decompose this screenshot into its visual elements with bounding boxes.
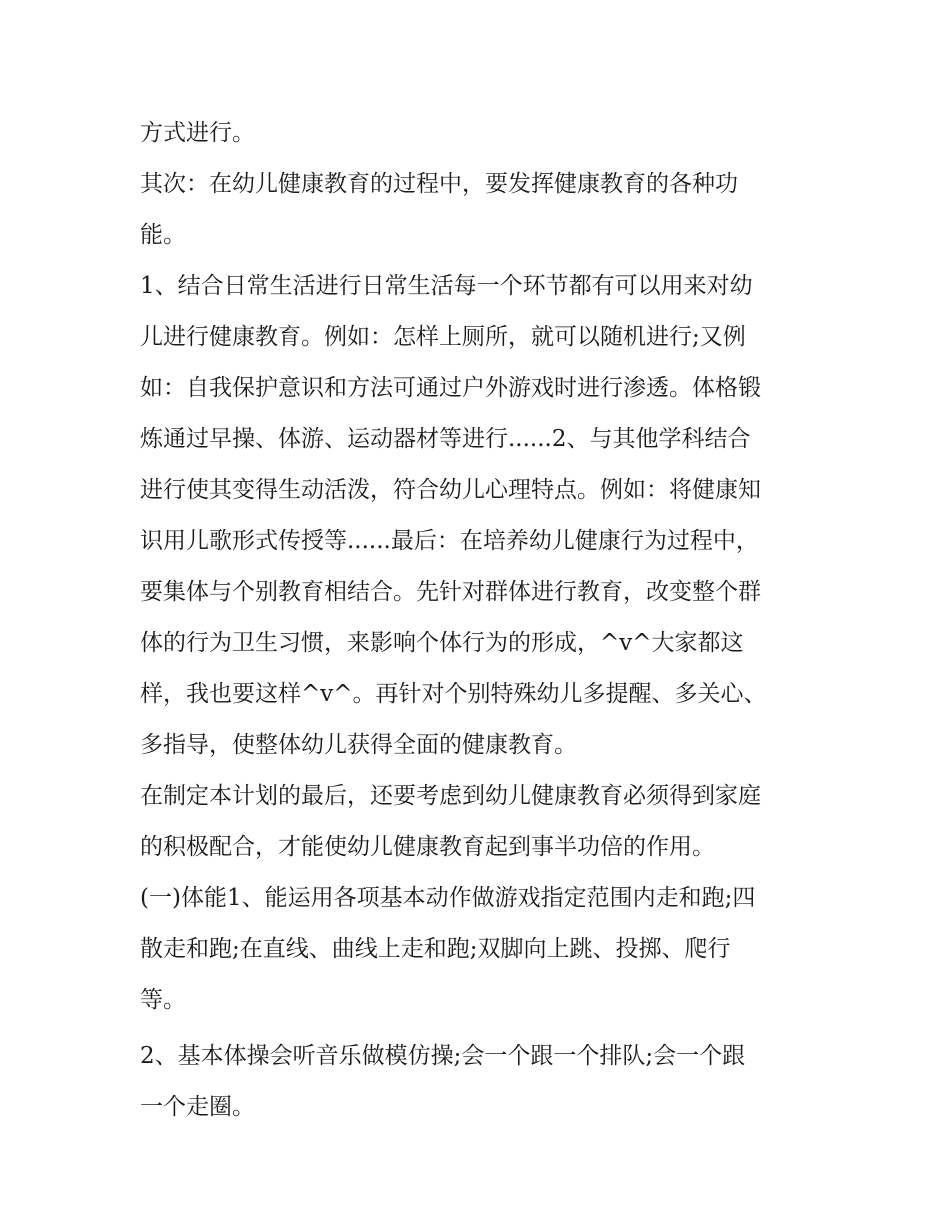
- text-line: 其次：在幼儿健康教育的过程中，要发挥健康教育的各种功: [140, 171, 738, 197]
- text-line: 进行使其变得生动活泼，符合幼儿心理特点。例如：将健康知: [140, 477, 761, 503]
- text-line: (一)体能1、能运用各项基本动作做游戏指定范围内走和跑;四: [140, 885, 756, 911]
- text-line: 多指导，使整体幼儿获得全面的健康教育。: [140, 732, 577, 758]
- text-line: 的积极配合，才能使幼儿健康教育起到事半功倍的作用。: [140, 834, 715, 860]
- text-line: 散走和跑;在直线、曲线上走和跑;双脚向上跳、投掷、爬行: [140, 936, 731, 962]
- text-line: 1、结合日常生活进行日常生活每一个环节都有可以用来对幼: [140, 273, 753, 299]
- text-line: 一个走圈。: [140, 1094, 255, 1120]
- text-line: 能。: [140, 222, 186, 248]
- text-line: 体的行为卫生习惯，来影响个体行为的形成，^v^大家都这: [140, 630, 744, 656]
- text-line: 识用儿歌形式传授等......最后：在培养幼儿健康行为过程中，: [140, 528, 759, 554]
- text-line: 样，我也要这样^v^。再针对个别特殊幼儿多提醒、多关心、: [140, 681, 767, 707]
- text-line: 如：自我保护意识和方法可通过户外游戏时进行渗透。体格锻: [140, 375, 761, 401]
- document-body: [140, 108, 820, 1133]
- text-line: 儿进行健康教育。例如：怎样上厕所，就可以随机进行;又例: [140, 324, 746, 350]
- text-line: 要集体与个别教育相结合。先针对群体进行教育，改变整个群: [140, 579, 761, 605]
- text-line: 在制定本计划的最后，还要考虑到幼儿健康教育必须得到家庭: [140, 783, 761, 809]
- text-line: 炼通过早操、体游、运动器材等进行......2、与其他学科结合: [140, 426, 751, 452]
- text-line: 方式进行。: [140, 120, 255, 146]
- text-line: 2、基本体操会听音乐做模仿操;会一个跟一个排队;会一个跟: [140, 1043, 746, 1069]
- text-line: 等。: [140, 987, 186, 1013]
